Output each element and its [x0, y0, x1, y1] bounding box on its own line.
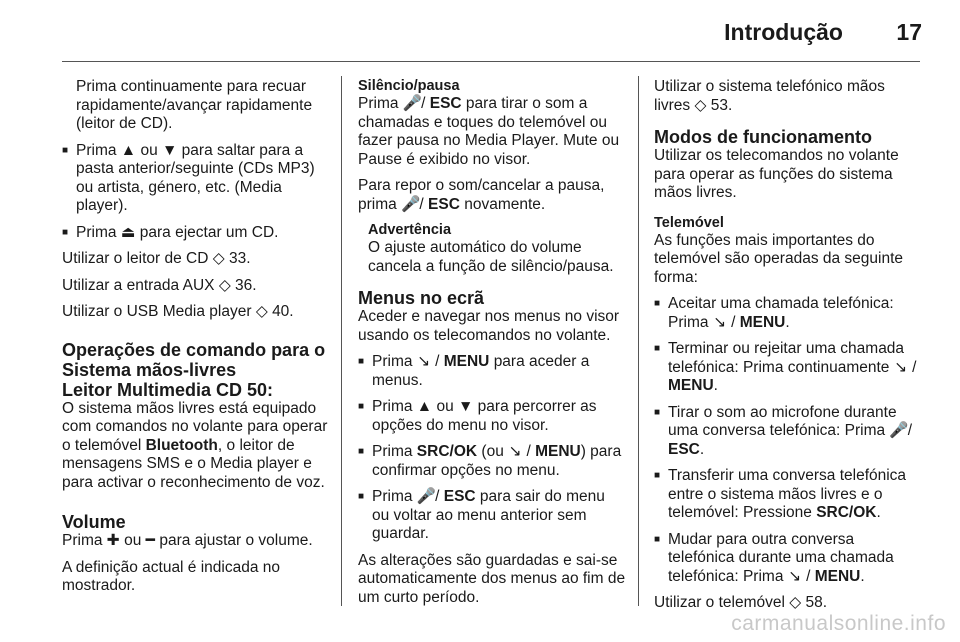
list-item: ■ Tirar o som ao microfone durante uma conversa telefónica: Prima 🎤 / ESC.: [654, 403, 913, 458]
bullet-icon: ■: [358, 356, 365, 367]
note-title: Advertência: [368, 222, 452, 238]
mute-icon: 🎤: [416, 488, 437, 505]
reference-line: Utilizar o leitor de CD ◇ 33.: [62, 250, 251, 267]
column-2: [358, 78, 626, 615]
paragraph: Prima ✚ ou ━ para ajustar o volume.: [62, 532, 313, 549]
section-heading: Menus no ecrã: [358, 288, 485, 308]
mute-icon: 🎤: [889, 422, 909, 439]
triangle-up-icon: ▲: [416, 398, 433, 415]
list-item: ■ Prima ▲ ou ▼ para percorrer as opções do menu no visor.: [358, 398, 597, 434]
phone-icon: ↘: [417, 353, 431, 370]
paragraph: A definição actual é indicada no mostrador.: [62, 558, 281, 594]
column-3: [654, 78, 924, 621]
minus-icon: ━: [145, 532, 156, 549]
column-divider: [341, 76, 342, 606]
paragraph: Prima 🎤 / ESC para tirar o som a chamadas e toques do telemóvel ou fazer pausa no Media Player. Mute ou Pause é exibido no visor.: [358, 95, 620, 168]
bullet-icon: ■: [358, 401, 365, 412]
page-header: [0, 0, 960, 62]
ref-icon: ◇: [212, 250, 225, 267]
bullet-icon: ■: [654, 343, 661, 354]
phone-icon: ↘: [788, 567, 802, 585]
triangle-down-icon: ▼: [458, 398, 474, 415]
ref-icon: ◇: [218, 276, 231, 294]
ref-icon: ◇: [255, 303, 268, 320]
bullet-icon: ■: [358, 446, 365, 457]
ref-icon: ◇: [694, 96, 707, 114]
reference-line: Utilizar o USB Media player ◇ 40.: [62, 303, 294, 320]
bullet-icon: ■: [654, 406, 661, 418]
section-heading: Modos de funcionamento: [654, 127, 872, 147]
mute-icon: 🎤: [401, 195, 421, 213]
note-box: [358, 222, 626, 276]
ref-icon: ◇: [789, 594, 802, 611]
section-heading: Volume: [62, 512, 126, 532]
paragraph: Utilizar os telecomandos no volante para operar as funções do sistema mãos livres.: [654, 147, 899, 201]
paragraph: Prima continuamente para recuar rapidamente/avançar rapidamente (leitor de CD).: [76, 78, 313, 132]
column-1: [62, 78, 328, 604]
paragraph: Para repor o som/cancelar a pausa, prima 🎤 / ESC novamente.: [358, 177, 605, 213]
paragraph: Aceder e navegar nos menus no visor usando os telecomandos no volante.: [358, 308, 620, 344]
paragraph: As funções mais importantes do telemóvel são operadas da seguinte forma:: [654, 231, 904, 286]
bluetooth-term: Bluetooth: [145, 436, 218, 454]
bullet-icon: ■: [62, 144, 69, 156]
section-heading: Silêncio/pausa: [358, 78, 460, 94]
list-item: ■ Terminar ou rejeitar uma chamada telefónica: Prima continuamente ↘ / MENU.: [654, 340, 917, 394]
page-title: Introdução: [724, 19, 843, 45]
list-item: ■ Prima SRC/OK (ou ↘ / MENU) para confirmar opções no menu.: [358, 443, 622, 479]
list-item: ■ Aceitar uma chamada telefónica: Prima ↘ / MENU.: [654, 295, 894, 331]
phone-icon: ↘: [894, 358, 908, 376]
bullet-icon: ■: [358, 491, 365, 502]
bullet-icon: ■: [654, 298, 661, 309]
list-item: ■ Prima ⏏ para ejectar um CD.: [62, 223, 279, 241]
header-rule: [62, 61, 920, 62]
list-item: ■ Mudar para outra conversa telefónica durante uma chamada telefónica: Prima ↘ / MENU.: [654, 530, 894, 585]
section-heading: Telemóvel: [654, 214, 724, 231]
reference-line: Utilizar a entrada AUX ◇ 36.: [62, 276, 257, 294]
reference-line: Utilizar o sistema telefónico mãos livres ◇ 53.: [654, 78, 885, 114]
triangle-up-icon: ▲: [120, 141, 137, 159]
triangle-down-icon: ▼: [162, 141, 178, 159]
page-number: 17: [896, 19, 922, 45]
paragraph: As alterações são guardadas e sai-se automaticamente dos menus ao fim de um curto período.: [358, 551, 626, 606]
bullet-icon: ■: [654, 533, 661, 545]
mute-icon: 🎤: [402, 95, 423, 112]
bullet-icon: ■: [62, 226, 69, 238]
list-item: ■ Prima ↘ / MENU para aceder a menus.: [358, 353, 590, 389]
phone-icon: ↘: [508, 443, 522, 460]
list-item: ■ Prima 🎤 / ESC para sair do menu ou voltar ao menu anterior sem guardar.: [358, 488, 605, 542]
list-item: ■ Prima ▲ ou ▼ para saltar para a pasta anterior/seguinte (CDs MP3) ou artista, género, etc. (Media player).: [62, 141, 315, 214]
watermark: carmanualsonline.info: [731, 612, 946, 635]
plus-icon: ✚: [106, 532, 120, 549]
paragraph: O sistema mãos livres está equipado com comandos no volante para operar o telemóvel Bluetooth, o leitor de mensagens SMS e o Media player e para activar o reconhecimento de voz.: [62, 399, 328, 491]
eject-icon: ⏏: [120, 223, 136, 241]
bullet-icon: ■: [654, 470, 661, 481]
section-heading: Leitor Multimedia CD 50:: [62, 379, 274, 400]
section-heading: Operações de comando para o Sistema mãos-livres: [62, 339, 326, 380]
note-text: O ajuste automático do volume cancela a função de silêncio/pausa.: [368, 239, 614, 275]
list-item: ■ Transferir uma conversa telefónica entre o sistema mãos livres e o telemóvel: Pressione SRC/OK.: [654, 467, 907, 521]
column-divider: [638, 76, 639, 606]
phone-icon: ↘: [713, 313, 727, 331]
reference-line: Utilizar o telemóvel ◇ 58.: [654, 594, 828, 611]
